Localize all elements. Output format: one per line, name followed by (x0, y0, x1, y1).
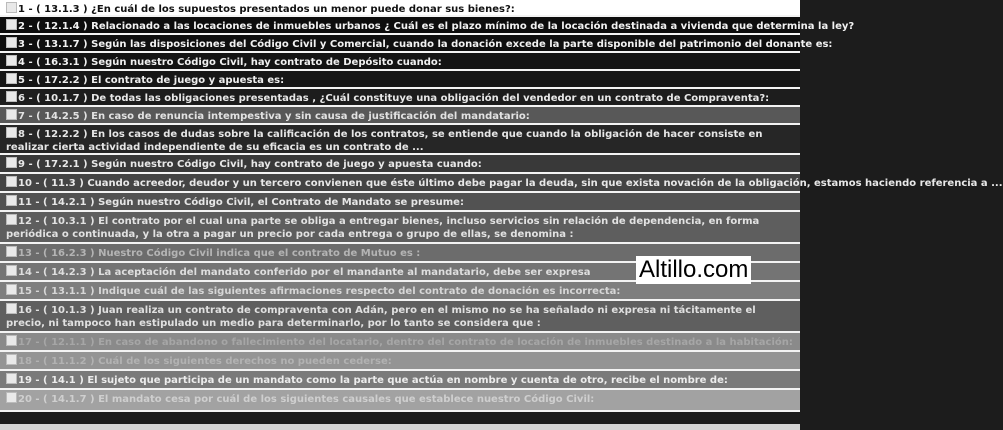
question-code: 14.2.1 (51, 197, 87, 208)
question-code: 13.1.7 (44, 39, 80, 50)
question-row[interactable]: 20 - ( 14.1.7 ) El mandato cesa por cuál de los siguientes causales que establece nuestro Código Civil: (0, 390, 800, 412)
row-checkbox-icon[interactable] (6, 176, 17, 187)
question-text: El mandato cesa por cuál de los siguientes causales que establece nuestro Código Civil: (98, 394, 595, 405)
question-number: 7 (18, 111, 25, 122)
question-row[interactable]: 3 - ( 13.1.7 ) Según las disposiciones del Código Civil y Comercial, cuando la donación excede la parte disponible del patrimonio del donante es: (0, 35, 800, 53)
question-row[interactable]: 1 - ( 13.1.3 ) ¿En cuál de los supuestos presentados un menor puede donar sus bienes?: (0, 0, 800, 17)
question-text: En caso de abandono o fallecimiento del locatario, dentro del contrato de locación de inmuebles destinado a la habitación: (98, 337, 793, 348)
question-text: Juan realiza un contrato de compraventa con Adán, pero en el mismo no se ha señalado ni expresa ni tácitamente el precio, ni tampoco han estipulado un medio para determinarlo, por lo tanto se considera que : (6, 305, 756, 329)
question-number: 19 (18, 375, 32, 386)
question-code: 14.1 (51, 375, 76, 386)
question-row[interactable]: 11 - ( 14.2.1 ) Según nuestro Código Civil, el Contrato de Mandato se presume: (0, 193, 800, 212)
row-checkbox-icon[interactable] (6, 157, 17, 168)
question-number: 6 (18, 93, 25, 104)
question-text: En los casos de dudas sobre la calificación de los contratos, se entiende que cuando la obligación de hacer consiste en realizar cierta actividad independiente de su eficacia es un contrato de ... (6, 129, 763, 153)
row-checkbox-icon[interactable] (6, 373, 17, 384)
question-number: 15 (18, 286, 32, 297)
question-code: 14.2.3 (51, 267, 87, 278)
question-row[interactable]: 4 - ( 16.3.1 ) Según nuestro Código Civil, hay contrato de Depósito cuando: (0, 53, 800, 71)
question-code: 10.1.3 (51, 305, 87, 316)
question-text: Cuál de los siguientes derechos no pueden cederse: (98, 356, 392, 367)
question-text: La aceptación del mandato conferido por el mandante al mandatario, debe ser expresa (98, 267, 591, 278)
question-code: 13.1.3 (44, 4, 80, 15)
question-row[interactable]: 14 - ( 14.2.3 ) La aceptación del mandato conferido por el mandante al mandatario, debe ser expresa (0, 263, 800, 282)
question-row[interactable]: 15 - ( 13.1.1 ) Indique cuál de las siguientes afirmaciones respecto del contrato de donación es incorrecta: (0, 282, 800, 301)
question-code: 17.2.2 (44, 75, 80, 86)
question-text: De todas las obligaciones presentadas , ¿Cuál constituye una obligación del vendedor en un contrato de Compraventa?: (91, 93, 770, 104)
row-checkbox-icon[interactable] (6, 195, 17, 206)
row-checkbox-icon[interactable] (6, 265, 17, 276)
question-row[interactable]: 6 - ( 10.1.7 ) De todas las obligaciones presentadas , ¿Cuál constituye una obligación del vendedor en un contrato de Compraventa?: (0, 89, 800, 107)
row-checkbox-icon[interactable] (6, 127, 17, 138)
question-text: En caso de renuncia intempestiva y sin causa de justificación del mandatario: (91, 111, 530, 122)
question-code: 12.2.2 (44, 129, 80, 140)
question-number: 12 (18, 216, 32, 227)
question-text: Según nuestro Código Civil, el Contrato de Mandato se presume: (98, 197, 464, 208)
question-number: 18 (18, 356, 32, 367)
row-checkbox-icon[interactable] (6, 109, 17, 120)
question-row[interactable]: 2 - ( 12.1.4 ) Relacionado a las locaciones de inmuebles urbanos ¿ Cuál es el plazo mínimo de la locación destinada a vivienda que determina la ley? (0, 17, 800, 35)
question-row[interactable]: 19 - ( 14.1 ) El sujeto que participa de un mandato como la parte que actúa en nombre y cuenta de otro, recibe el nombre de: (0, 371, 800, 390)
question-code: 11.3 (51, 178, 76, 189)
row-checkbox-icon[interactable] (6, 37, 17, 48)
watermark: Altillo.com (636, 256, 751, 284)
question-text: Según nuestro Código Civil, hay contrato de Depósito cuando: (91, 57, 442, 68)
question-row[interactable]: 18 - ( 11.1.2 ) Cuál de los siguientes derechos no pueden cederse: (0, 352, 800, 371)
question-text: ¿En cuál de los supuestos presentados un menor puede donar sus bienes?: (91, 4, 515, 15)
question-number: 1 (18, 4, 25, 15)
question-number: 11 (18, 197, 32, 208)
question-text: Según las disposiciones del Código Civil y Comercial, cuando la donación excede la parte disponible del patrimonio del donante es: (91, 39, 833, 50)
question-number: 8 (18, 129, 25, 140)
question-row[interactable]: 17 - ( 12.1.1 ) En caso de abandono o fallecimiento del locatario, dentro del contrato de locación de inmuebles destinado a la habitación: (0, 333, 800, 352)
question-number: 14 (18, 267, 32, 278)
question-code: 11.1.2 (51, 356, 87, 367)
question-code: 17.2.1 (44, 159, 80, 170)
question-number: 3 (18, 39, 25, 50)
question-row[interactable]: 13 - ( 16.2.3 ) Nuestro Código Civil indica que el contrato de Mutuo es : (0, 244, 800, 263)
row-checkbox-icon[interactable] (6, 19, 17, 30)
question-code: 10.1.7 (44, 93, 80, 104)
question-code: 12.1.4 (44, 21, 80, 32)
question-number: 2 (18, 21, 25, 32)
question-number: 10 (18, 178, 32, 189)
question-text: El contrato de juego y apuesta es: (91, 75, 285, 86)
question-row[interactable]: 8 - ( 12.2.2 ) En los casos de dudas sobre la calificación de los contratos, se entiende que cuando la obligación de hacer consiste en realizar cierta actividad independiente de su eficacia es un contrato de ... (0, 125, 800, 155)
row-checkbox-icon[interactable] (6, 284, 17, 295)
question-row[interactable]: 5 - ( 17.2.2 ) El contrato de juego y apuesta es: (0, 71, 800, 89)
question-text: Indique cuál de las siguientes afirmaciones respecto del contrato de donación es incorrecta: (98, 286, 621, 297)
row-checkbox-icon[interactable] (6, 246, 17, 257)
row-checkbox-icon[interactable] (6, 2, 17, 13)
question-code: 13.1.1 (51, 286, 87, 297)
question-code: 14.1.7 (51, 394, 87, 405)
question-row[interactable]: 7 - ( 14.2.5 ) En caso de renuncia intempestiva y sin causa de justificación del mandatario: (0, 107, 800, 125)
question-text: El contrato por el cual una parte se obliga a entregar bienes, incluso servicios sin relación de dependencia, en forma periódica o continuada, y la otra a pagar un precio por cada entrega o grupo de ellas, se denomina : (6, 216, 760, 240)
question-number: 9 (18, 159, 25, 170)
question-code: 14.2.5 (44, 111, 80, 122)
row-checkbox-icon[interactable] (6, 73, 17, 84)
question-number: 4 (18, 57, 25, 68)
question-code: 16.2.3 (51, 248, 87, 259)
question-number: 13 (18, 248, 32, 259)
row-checkbox-icon[interactable] (6, 55, 17, 66)
question-row[interactable]: 9 - ( 17.2.1 ) Según nuestro Código Civil, hay contrato de juego y apuesta cuando: (0, 155, 800, 174)
question-number: 20 (18, 394, 32, 405)
question-row[interactable]: 16 - ( 10.1.3 ) Juan realiza un contrato de compraventa con Adán, pero en el mismo no se ha señalado ni expresa ni tácitamente el precio, ni tampoco han estipulado un medio para determinarlo, por lo tanto se considera que : (0, 301, 800, 333)
question-text: Cuando acreedor, deudor y un tercero convienen que éste último debe pagar la deuda, sin que exista novación de la obligación, estamos haciendo referencia a ... (87, 178, 1003, 189)
question-code: 12.1.1 (51, 337, 87, 348)
question-text: Relacionado a las locaciones de inmuebles urbanos ¿ Cuál es el plazo mínimo de la locación destinada a vivienda que determina la ley? (91, 21, 855, 32)
row-checkbox-icon[interactable] (6, 91, 17, 102)
question-number: 16 (18, 305, 32, 316)
row-checkbox-icon[interactable] (6, 354, 17, 365)
question-number: 5 (18, 75, 25, 86)
question-code: 10.3.1 (51, 216, 87, 227)
bottom-strip (0, 424, 800, 430)
question-code: 16.3.1 (44, 57, 80, 68)
question-text: Nuestro Código Civil indica que el contrato de Mutuo es : (98, 248, 421, 259)
row-checkbox-icon[interactable] (6, 392, 17, 403)
question-text: Según nuestro Código Civil, hay contrato de juego y apuesta cuando: (91, 159, 482, 170)
row-checkbox-icon[interactable] (6, 335, 17, 346)
question-text: El sujeto que participa de un mandato como la parte que actúa en nombre y cuenta de otro, recibe el nombre de: (87, 375, 728, 386)
question-row[interactable]: 12 - ( 10.3.1 ) El contrato por el cual una parte se obliga a entregar bienes, incluso servicios sin relación de dependencia, en forma periódica o continuada, y la otra a pagar un precio por cada entrega o grupo de ellas, se denomina : (0, 212, 800, 244)
row-checkbox-icon[interactable] (6, 303, 17, 314)
row-checkbox-icon[interactable] (6, 214, 17, 225)
question-number: 17 (18, 337, 32, 348)
question-row[interactable]: 10 - ( 11.3 ) Cuando acreedor, deudor y un tercero convienen que éste último debe pagar la deuda, sin que exista novación de la obligación, estamos haciendo referencia a ... (0, 174, 800, 193)
